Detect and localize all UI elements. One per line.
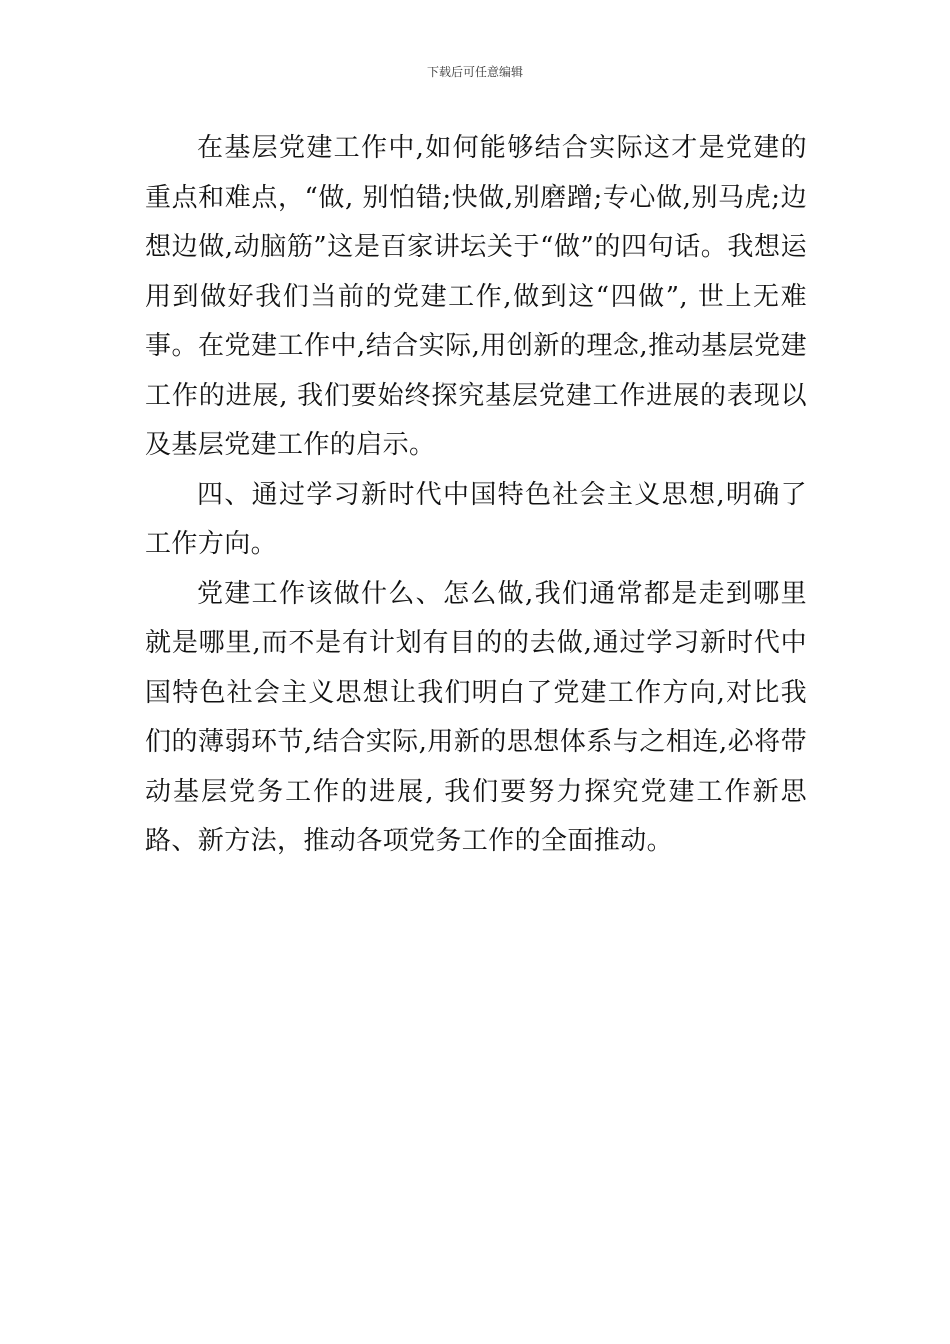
document-body [145,124,807,867]
paragraph-party-building-practice: 在基层党建工作中,如何能够结合实际这才是党建的重点和难点，“做, 别怕错;快做,别磨蹭;专心做,别马虎;边想边做,动脑筋”这是百家讲坛关于“做”的四句话。我想运用到做好我们当前的党建工作,做到这“四做”, 世上无难事。在党建工作中,结合实际,用创新的理念,推动基层党建工作的进展, 我们要始终探究基层党建工作进展的表现以及基层党建工作的启示。 [145,133,807,460]
page-header-note: 下载后可任意编辑 [426,65,523,79]
section-heading-four: 四、通过学习新时代中国特色社会主义思想,明确了工作方向。 [145,479,807,559]
paragraph-work-direction: 党建工作该做什么、怎么做,我们通常都是走到哪里就是哪里,而不是有计划有目的的去做,通过学习新时代中国特色社会主义思想让我们明白了党建工作方向,对比我们的薄弱环节,结合实际,用新的思想体系与之相连,必将带动基层党务工作的进展, 我们要努力探究党建工作新思路、新方法，推动各项党务工作的全面推动。 [145,578,807,856]
